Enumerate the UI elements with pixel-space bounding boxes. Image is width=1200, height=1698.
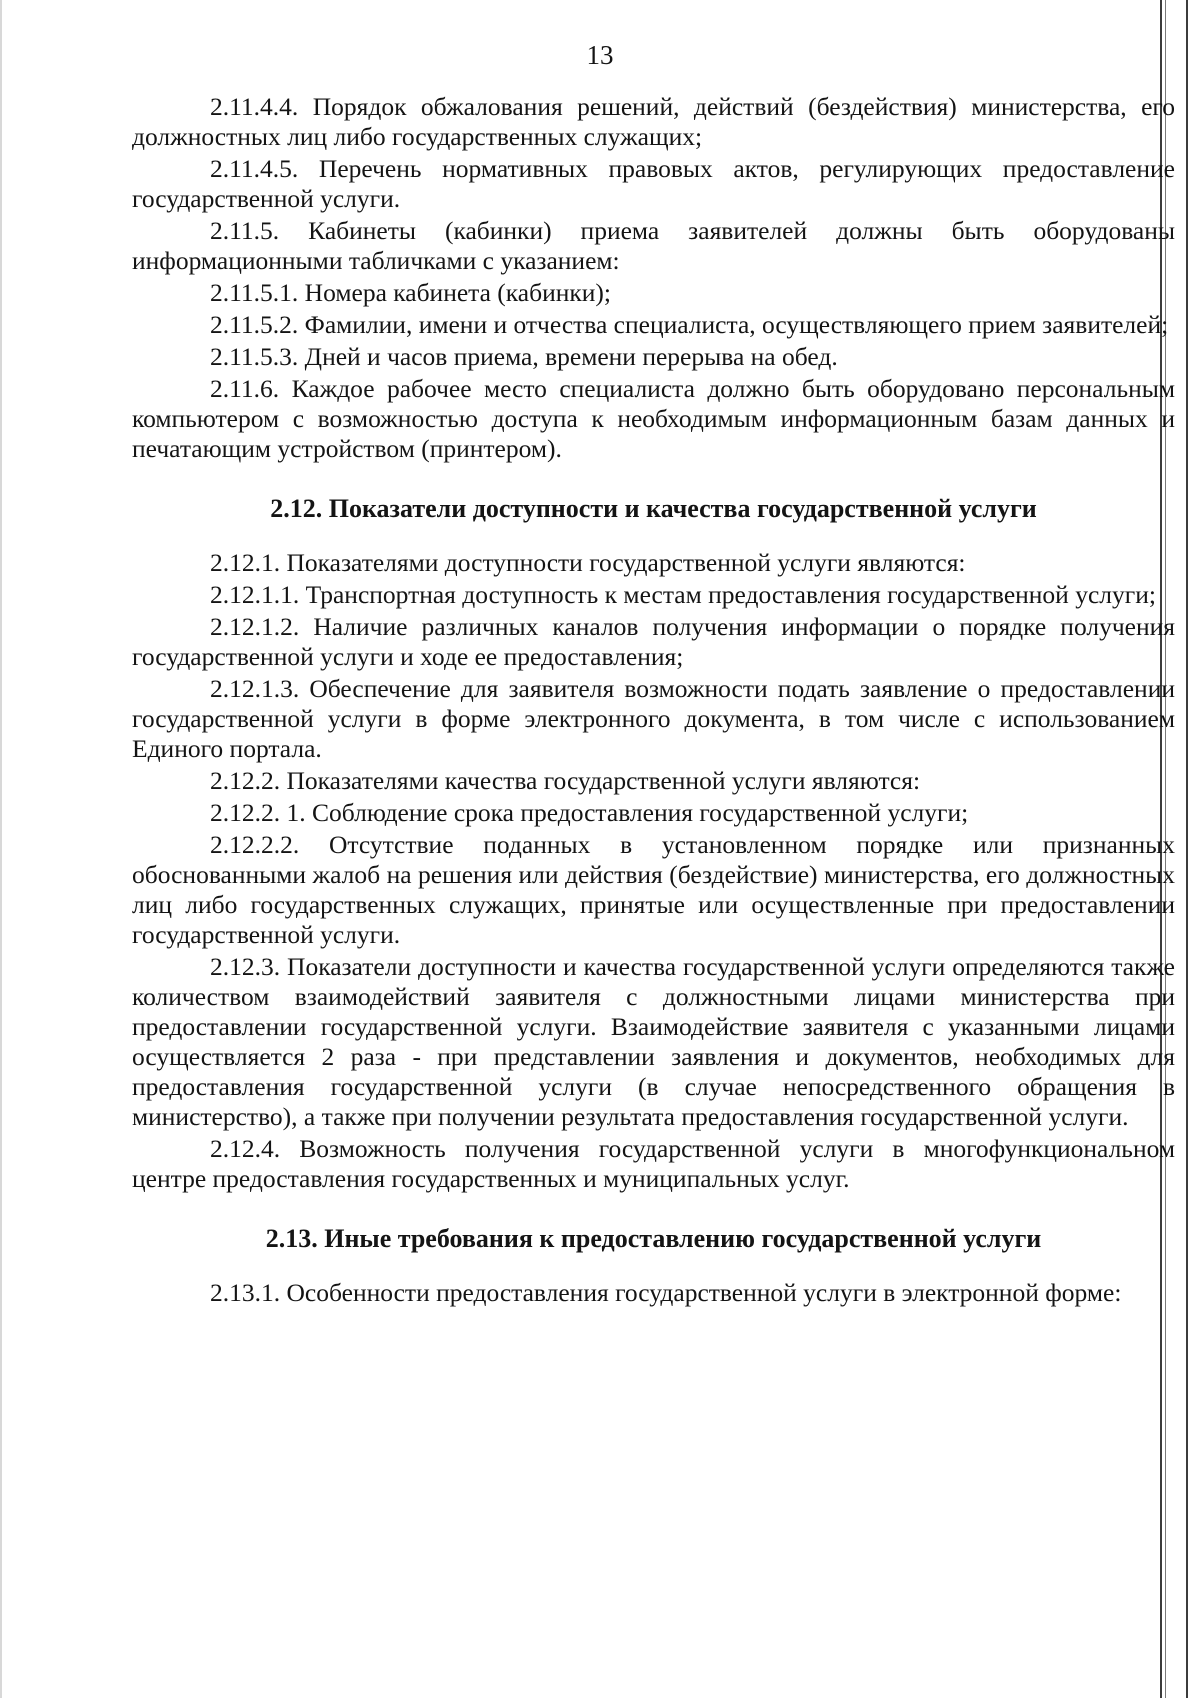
section-heading: 2.13. Иные требования к предоставлению государственной услуги [265,1224,1042,1253]
section-heading: 2.12. Показатели доступности и качества государственной услуги [270,494,1037,523]
paragraph: 2.11.5.2. Фамилии, имени и отчества специалиста, осуществляющего прием заявителей; [210,310,1169,339]
paragraph: 2.11.5.3. Дней и часов приема, времени перерыва на обед. [210,342,838,371]
paragraph: 2.12.3. Показатели доступности и качества государственной услуги определяются также количеством взаимодействий заявителя с должностными лицами министерства при предоставлении государственной услуги. Взаимодействие заявителя с указанными лицами осуществляется 2 раза - при представлении заявления и документов, необходимых для предоставления государственной услуги (в случае непосредственного обращения в министерство), а также при получении результата предоставления государственной услуги. [132,952,1175,1131]
document-body [132,92,1175,1310]
paragraph: 2.11.5. Кабинеты (кабинки) приема заявителей должны быть оборудованы информационными табличками с указанием: [132,216,1175,275]
paragraph: 2.13.1. Особенности предоставления государственной услуги в электронной форме: [210,1278,1122,1307]
paragraph: 2.12.1.3. Обеспечение для заявителя возможности подать заявление о предоставлении государственной услуги в форме электронного документа, в том числе с использованием Единого портала. [132,674,1175,763]
scan-binding-line [1186,0,1188,1698]
paragraph: 2.12.1. Показателями доступности государственной услуги являются: [210,548,966,577]
paragraph: 2.12.1.2. Наличие различных каналов получения информации о порядке получения государственной услуги и ходе ее предоставления; [132,612,1175,671]
paragraph: 2.11.6. Каждое рабочее место специалиста должно быть оборудовано персональным компьютером с возможностью доступа к необходимым информационным базам данных и печатающим устройством (принтером). [132,374,1175,463]
paragraph: 2.11.5.1. Номера кабинета (кабинки); [210,278,612,307]
paragraph: 2.12.4. Возможность получения государственной услуги в многофункциональном центре предоставления государственных и муниципальных услуг. [132,1134,1175,1193]
paragraph: 2.12.2.2. Отсутствие поданных в установленном порядке или признанных обоснованными жалоб на решения или действия (бездействие) министерства, его должностных лиц либо государственных служащих, принятые или осуществленные при предоставлении государственной услуги. [132,830,1175,949]
paragraph: 2.12.2. 1. Соблюдение срока предоставления государственной услуги; [210,798,969,827]
scan-left-edge [0,0,2,1698]
paragraph: 2.12.2. Показателями качества государственной услуги являются: [210,766,921,795]
page-number: 13 [586,40,614,70]
paragraph: 2.12.1.1. Транспортная доступность к местам предоставления государственной услуги; [210,580,1156,609]
paragraph: 2.11.4.4. Порядок обжалования решений, действий (бездействия) министерства, его должностных лиц либо государственных служащих; [132,92,1175,151]
paragraph: 2.11.4.5. Перечень нормативных правовых актов, регулирующих предоставление государственной услуги. [132,154,1175,213]
